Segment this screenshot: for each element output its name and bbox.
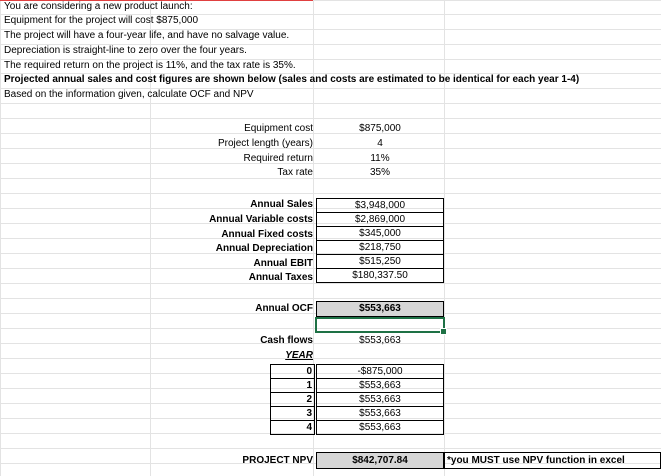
project-npv-value[interactable]: $842,707.84 bbox=[316, 452, 444, 469]
annual-sales-label: Annual Sales bbox=[250, 199, 313, 210]
annual-ocf-value[interactable]: $553,663 bbox=[316, 301, 444, 317]
column-gridline bbox=[444, 0, 445, 476]
annual-depreciation-label: Annual Depreciation bbox=[215, 243, 313, 254]
project-length-value[interactable]: 4 bbox=[377, 138, 383, 149]
annual-variable-costs-label: Annual Variable costs bbox=[209, 214, 313, 225]
column-gridline bbox=[0, 0, 1, 476]
cash-flows-value[interactable]: $553,663 bbox=[359, 335, 401, 346]
cash-flow-cell[interactable]: $553,663 bbox=[316, 378, 444, 393]
year-cell[interactable]: 4 bbox=[270, 420, 315, 435]
year-cell[interactable]: 1 bbox=[270, 378, 315, 393]
cash-flow-cell[interactable]: $553,663 bbox=[316, 420, 444, 435]
annual-ocf-label: Annual OCF bbox=[255, 303, 313, 314]
selected-cell[interactable] bbox=[315, 317, 445, 333]
equipment-cost-label: Equipment cost bbox=[244, 123, 313, 134]
annual-sales-value[interactable]: $3,948,000 bbox=[316, 198, 444, 213]
cash-flows-label: Cash flows bbox=[260, 335, 313, 346]
row-gridline bbox=[0, 193, 661, 194]
cash-flow-cell[interactable]: -$875,000 bbox=[316, 364, 444, 379]
annual-variable-costs-value[interactable]: $2,869,000 bbox=[316, 212, 444, 227]
project-length-label: Project length (years) bbox=[217, 138, 313, 149]
cash-flow-cell[interactable]: $553,663 bbox=[316, 406, 444, 421]
year-cell[interactable]: 3 bbox=[270, 406, 315, 421]
intro-line: You are considering a new product launch: bbox=[4, 1, 193, 12]
year-cell[interactable]: 2 bbox=[270, 392, 315, 407]
annual-taxes-value[interactable]: $180,337.50 bbox=[316, 268, 444, 283]
row-gridline bbox=[0, 103, 661, 104]
row-gridline bbox=[0, 283, 661, 284]
equipment-cost-value[interactable]: $875,000 bbox=[359, 123, 401, 134]
row-gridline bbox=[0, 298, 661, 299]
cash-flow-cell[interactable]: $553,663 bbox=[316, 392, 444, 407]
row-gridline bbox=[0, 448, 661, 449]
intro-line: Based on the information given, calculate OCF and NPV bbox=[4, 89, 254, 100]
year-cell[interactable]: 0 bbox=[270, 364, 315, 379]
npv-instruction-note: *you MUST use NPV function in excel bbox=[444, 452, 661, 469]
annual-fixed-costs-label: Annual Fixed costs bbox=[221, 229, 313, 240]
project-npv-label: PROJECT NPV bbox=[242, 455, 313, 466]
intro-line: The required return on the project is 11%, and the tax rate is 35%. bbox=[4, 60, 296, 71]
required-return-label: Required return bbox=[243, 153, 313, 164]
annual-ebit-label: Annual EBIT bbox=[253, 258, 313, 269]
intro-line-bold: Projected annual sales and cost figures are shown below (sales and costs are estimated to be identical for each year 1-4) bbox=[4, 74, 580, 85]
intro-line: The project will have a four-year life, and have no salvage value. bbox=[4, 30, 290, 41]
annual-taxes-label: Annual Taxes bbox=[248, 272, 313, 283]
annual-depreciation-value[interactable]: $218,750 bbox=[316, 240, 444, 255]
row-gridline bbox=[0, 118, 661, 119]
tax-rate-value[interactable]: 35% bbox=[369, 167, 390, 178]
required-return-value[interactable]: 11% bbox=[370, 153, 390, 164]
year-header: YEAR bbox=[285, 350, 313, 361]
annual-ebit-value[interactable]: $515,250 bbox=[316, 254, 444, 269]
intro-line: Equipment for the project will cost $875,000 bbox=[4, 15, 198, 26]
row-gridline bbox=[0, 358, 661, 359]
annual-fixed-costs-value[interactable]: $345,000 bbox=[316, 226, 444, 241]
tax-rate-label: Tax rate bbox=[277, 167, 313, 178]
intro-line: Depreciation is straight-line to zero over the four years. bbox=[4, 45, 247, 56]
